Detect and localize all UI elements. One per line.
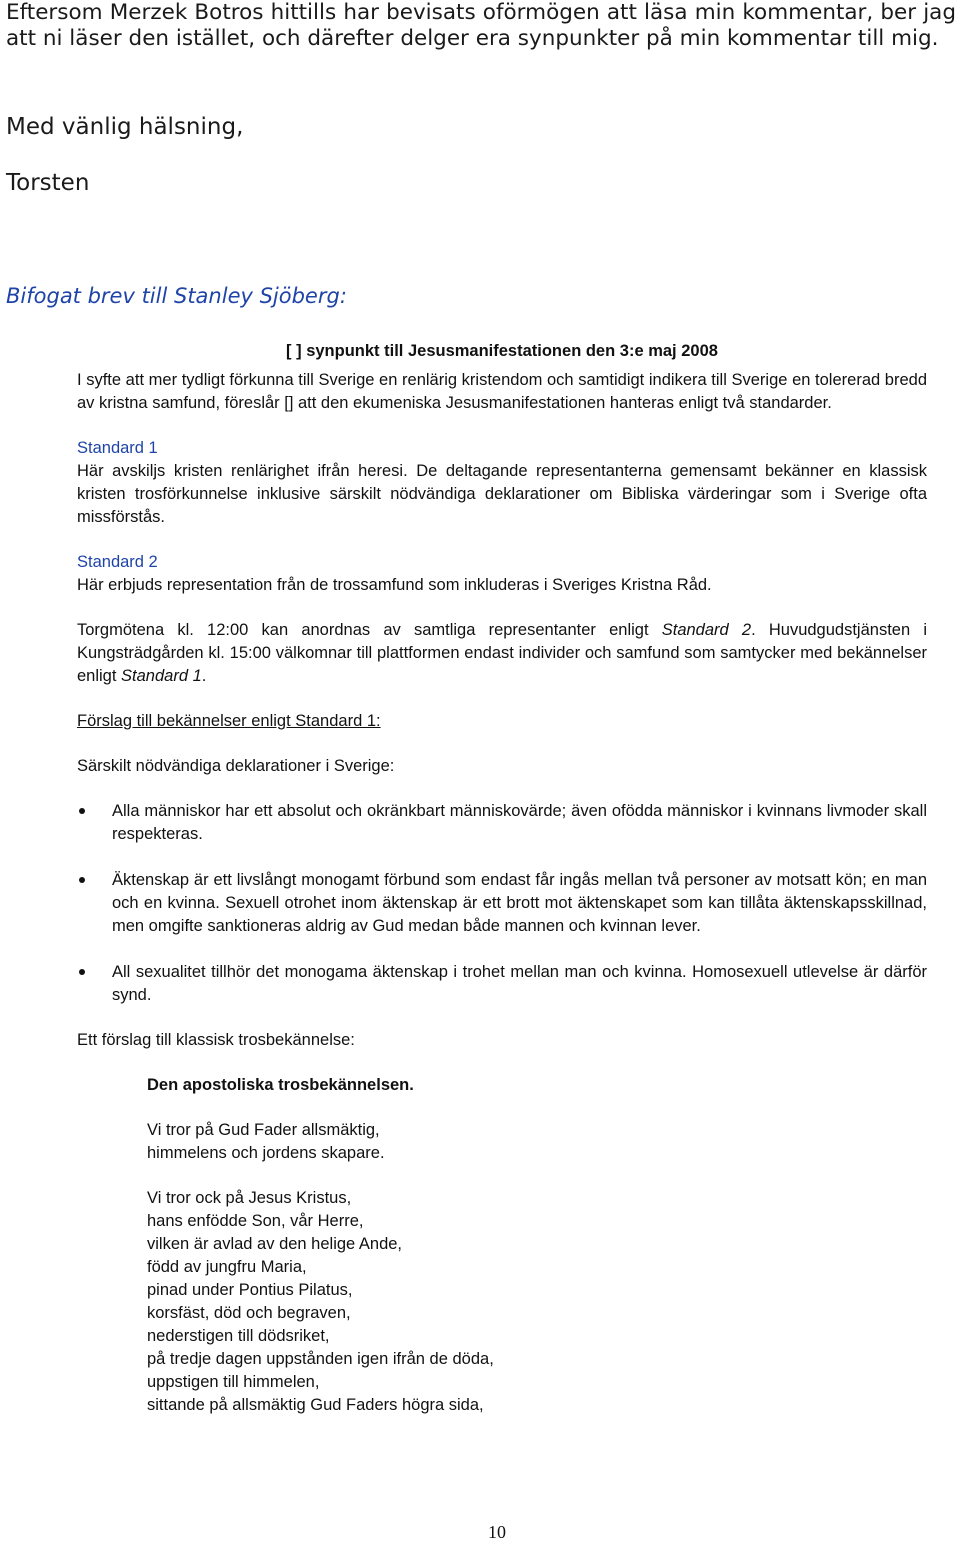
standard-2-label: Standard 2 <box>77 553 158 571</box>
schedule-text-2: . Huvudgudstjänsten i Kungsträdgården kl. 15:00 välkomnar till plattformen endast individer och samfund som samtycker med bekännelser enligt <box>77 621 927 685</box>
creed-line: himmelens och jordens skapare. <box>147 1144 385 1162</box>
declarations-list <box>77 800 927 1007</box>
creed-line: på tredje dagen uppstånden igen ifrån de döda, <box>147 1350 494 1368</box>
declaration-item: Äktenskap är ett livslångt monogamt förbund som endast får ingås mellan två personer av motsatt kön; en man och en kvinna. Sexuell otrohet inom äktenskap är ett brott mot äktenskapet som kan tillåta äktenskapsskillnad, men omgifte sanktioneras aldrig av Gud medan både mannen och kvinnan lever. <box>77 869 927 938</box>
declarations-heading: Särskilt nödvändiga deklarationer i Sverige: <box>77 757 395 775</box>
standard-1-text: Här avskiljs kristen renlärighet ifrån heresi. De deltagande representanterna gemensamt bekänner en klassisk kristen trosförkunnelse inklusive särskilt nödvändiga deklarationer om Bibliska värderingar som i Sverige ofta missförstås. <box>77 462 927 526</box>
creed-stanza-1 <box>147 1119 927 1165</box>
creed-block <box>147 1074 927 1417</box>
letter-title: [ ] synpunkt till Jesusmanifestationen den 3:e maj 2008 <box>286 342 718 360</box>
purpose-paragraph: I syfte att mer tydligt förkunna till Sverige en renlärig kristendom och samtidigt indikera till Sverige en tolererad bredd av kristna samfund, föreslår [] att den ekumeniska Jesusmanifestationen hanteras enligt två standarder. <box>77 371 927 412</box>
creed-line: Vi tror på Gud Fader allsmäktig, <box>147 1121 380 1139</box>
page-number: 10 <box>488 1522 506 1542</box>
schedule-paragraph <box>77 619 927 688</box>
standard-1-reference: Standard 1 <box>121 667 202 685</box>
creed-line: hans enfödde Son, vår Herre, <box>147 1212 364 1230</box>
creed-line: född av jungfru Maria, <box>147 1258 307 1276</box>
creed-line: nederstigen till dödsriket, <box>147 1327 330 1345</box>
schedule-text-1: Torgmötena kl. 12:00 kan anordnas av samtliga representanter enligt <box>77 621 662 639</box>
creed-line: uppstigen till himmelen, <box>147 1373 320 1391</box>
creed-line: Vi tror ock på Jesus Kristus, <box>147 1189 352 1207</box>
creed-line: korsfäst, död och begraven, <box>147 1304 351 1322</box>
schedule-text-3: . <box>201 667 207 685</box>
standard-2-reference: Standard 2 <box>661 621 752 639</box>
declaration-item: All sexualitet tillhör det monogama äktenskap i trohet mellan man och kvinna. Homosexuell utlevelse är därför synd. <box>77 961 927 1007</box>
greeting: Med vänlig hälsning, <box>6 114 244 140</box>
proposals-heading: Förslag till bekännelser enligt Standard 1: <box>77 712 381 730</box>
creed-line: vilken är avlad av den helige Ande, <box>147 1235 403 1253</box>
declaration-item: Alla människor har ett absolut och okränkbart människovärde; även ofödda människor i kvinnans livmoder skall respekteras. <box>77 800 927 846</box>
attached-letter <box>77 340 927 1417</box>
creed-stanza-2 <box>147 1187 927 1417</box>
intro-paragraph: Eftersom Merzek Botros hittills har bevisats oförmögen att läsa min kommentar, ber jag att ni läser den istället, och därefter delger era synpunkter på min kommentar till mig. <box>6 0 956 51</box>
attachment-heading: Bifogat brev till Stanley Sjöberg: <box>6 284 347 308</box>
creed-title: Den apostoliska trosbekännelsen. <box>147 1076 414 1094</box>
creed-line: sittande på allsmäktig Gud Faders högra sida, <box>147 1396 484 1414</box>
standard-2-text: Här erbjuds representation från de trossamfund som inkluderas i Sveriges Kristna Råd. <box>77 576 712 594</box>
signature: Torsten <box>6 170 90 196</box>
creed-intro: Ett förslag till klassisk trosbekännelse: <box>77 1031 355 1049</box>
creed-line: pinad under Pontius Pilatus, <box>147 1281 353 1299</box>
standard-1-label: Standard 1 <box>77 439 158 457</box>
